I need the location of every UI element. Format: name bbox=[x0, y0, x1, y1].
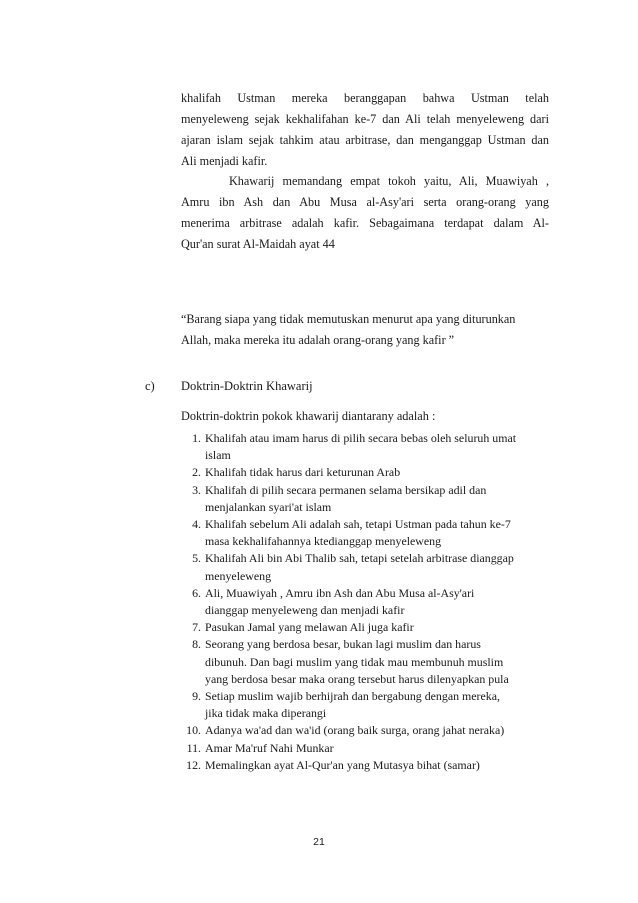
list-item-text: Amar Ma'ruf Nahi Munkar bbox=[205, 740, 334, 755]
list-item bbox=[181, 740, 553, 757]
list-number: 7. bbox=[192, 620, 201, 635]
paragraph-ustman-ali bbox=[181, 88, 549, 172]
paragraph-khawarij-view bbox=[181, 171, 549, 255]
list-item bbox=[181, 482, 553, 516]
list-item-text: Khalifah Ali bin Abi Thalib sah, tetapi setelah arbitrase dianggap bbox=[205, 551, 514, 566]
list-item-text: masa kekhalifahannya ktedianggap menyeleweng bbox=[205, 534, 442, 549]
list-number: 6. bbox=[192, 585, 201, 600]
paragraph-line: khalifah Ustman mereka beranggapan bahwa Ustman telah bbox=[181, 91, 549, 105]
list-item bbox=[181, 619, 553, 636]
list-item-text: menjalankan syari'at islam bbox=[205, 499, 332, 514]
list-item-text: yang berdosa besar maka orang tersebut harus dilenyapkan pula bbox=[205, 671, 509, 686]
list-item-text: Khalifah atau imam harus di pilih secara bebas oleh seluruh umat bbox=[205, 431, 517, 445]
list-item-text: Ali, Muawiyah , Amru ibn Ash dan Abu Musa al-Asy'ari bbox=[205, 585, 475, 600]
list-item-text: Khalifah sebelum Ali adalah sah, tetapi Ustman pada tahun ke-7 bbox=[205, 517, 511, 532]
list-item-text: menyeleweng bbox=[205, 568, 272, 583]
list-number: 11. bbox=[186, 740, 201, 755]
list-item bbox=[181, 550, 553, 584]
quran-quote bbox=[181, 309, 549, 351]
list-item bbox=[181, 636, 553, 688]
list-item bbox=[181, 722, 553, 739]
list-item-text: Pasukan Jamal yang melawan Ali juga kafir bbox=[205, 620, 414, 635]
list-number: 4. bbox=[192, 517, 201, 532]
list-item-text: dibunuh. Dan bagi muslim yang tidak mau membunuh muslim bbox=[205, 654, 504, 669]
list-item-text: Seorang yang berdosa besar, bukan lagi muslim dan harus bbox=[205, 637, 481, 652]
list-item-text: jika tidak maka diperangi bbox=[205, 706, 327, 721]
doctrine-list bbox=[181, 430, 553, 774]
list-number: 3. bbox=[192, 482, 201, 497]
section-intro: Doktrin-doktrin pokok khawarij diantarany adalah : bbox=[181, 409, 436, 423]
section-title: Doktrin-Doktrin Khawarij bbox=[181, 379, 313, 393]
section-heading bbox=[145, 377, 313, 395]
list-number: 8. bbox=[192, 637, 201, 652]
list-number: 5. bbox=[192, 551, 201, 566]
list-item-text: Adanya wa'ad dan wa'id (orang baik surga, orang jahat neraka) bbox=[205, 723, 505, 738]
list-item bbox=[181, 688, 553, 722]
list-item bbox=[181, 757, 553, 774]
list-number: 1. bbox=[192, 431, 201, 445]
paragraph-line: ajaran islam sejak tahkim atau arbitrase, dan menganggap Ustman dan bbox=[181, 133, 549, 147]
paragraph-line: Qur'an surat Al-Maidah ayat 44 bbox=[181, 237, 335, 251]
paragraph-line: menyeleweng sejak kekhalifahan ke-7 dan Ali telah menyeleweng dari bbox=[181, 112, 549, 126]
list-item bbox=[181, 585, 553, 619]
list-item-text: Setiap muslim wajib berhijrah dan bergabung dengan mereka, bbox=[205, 689, 500, 704]
list-number: 12. bbox=[186, 757, 201, 772]
list-item-text: Khalifah tidak harus dari keturunan Arab bbox=[205, 465, 401, 480]
list-item-text: Khalifah di pilih secara permanen selama bersikap adil dan bbox=[205, 482, 487, 497]
paragraph-line: Ali menjadi kafir. bbox=[181, 154, 268, 168]
section-marker: c) bbox=[145, 379, 155, 393]
paragraph-line: Khawarij memandang empat tokoh yaitu, Ali, Muawiyah , bbox=[229, 174, 549, 188]
quote-line: Allah, maka mereka itu adalah orang-orang yang kafir ” bbox=[181, 333, 455, 347]
list-item-text: islam bbox=[205, 448, 231, 463]
list-item bbox=[181, 430, 553, 464]
quote-line: “Barang siapa yang tidak memutuskan menurut apa yang diturunkan bbox=[181, 312, 516, 326]
paragraph-line: Amru ibn Ash dan Abu Musa al-Asy'ari serta orang-orang yang bbox=[181, 195, 549, 209]
list-number: 2. bbox=[192, 465, 201, 480]
list-item-text: Memalingkan ayat Al-Qur'an yang Mutasya bihat (samar) bbox=[205, 757, 480, 772]
paragraph-line: menerima arbitrase adalah kafir. Sebagaimana terdapat dalam Al- bbox=[181, 216, 549, 230]
list-number: 10. bbox=[186, 723, 201, 738]
page-number: 21 bbox=[313, 836, 325, 848]
list-item bbox=[181, 464, 553, 481]
list-item-text: dianggap menyeleweng dan menjadi kafir bbox=[205, 603, 405, 618]
list-number: 9. bbox=[192, 689, 201, 704]
list-item bbox=[181, 516, 553, 550]
